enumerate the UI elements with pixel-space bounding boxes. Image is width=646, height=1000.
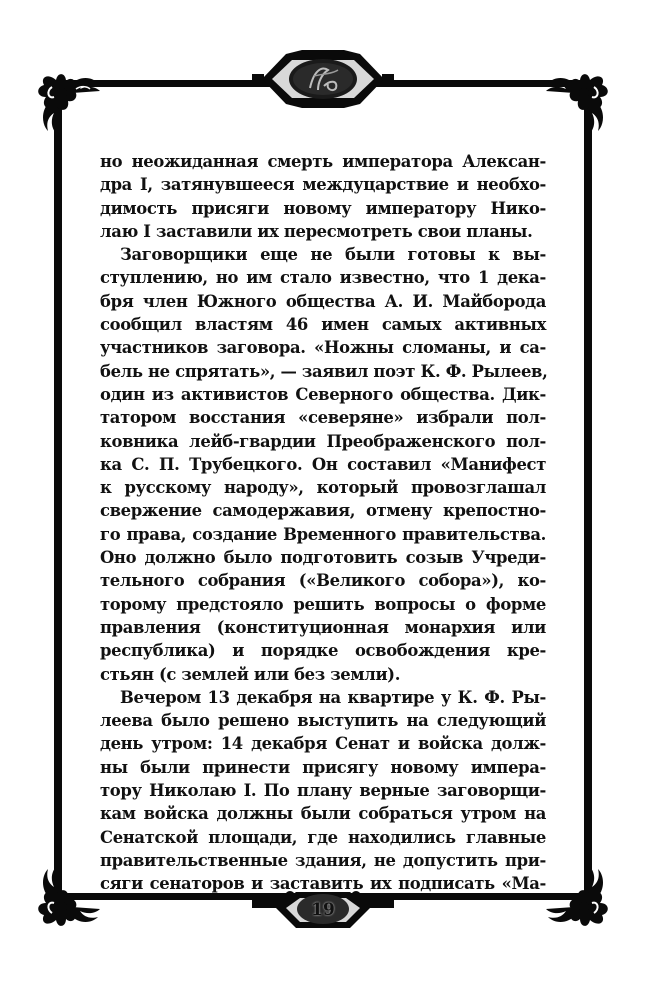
text-line: но неожиданная смерть императора Алексан- — [100, 152, 546, 171]
text-line: сообщил властям 46 имен самых активных — [100, 315, 546, 335]
text-line: Вечером 13 декабря на квартире у К. Ф. Ры- — [120, 687, 546, 707]
text-line: ны были принести присягу новому импера- — [100, 757, 546, 777]
text-line: лаю I заставили их пересмотреть свои планы. — [100, 221, 533, 241]
text-line: участников заговора. «Ножны сломаны, и са- — [100, 338, 546, 358]
ornament-corner-icon — [26, 55, 126, 155]
ornament-corner-icon — [520, 55, 620, 155]
text-line: один из активистов Северного общества. Дик- — [100, 384, 546, 404]
text-line: тельного собрания («Великого собора»), ко- — [100, 571, 546, 591]
text-line: правительственные здания, не допустить при- — [100, 850, 546, 870]
text-line: леева было решено выступить на следующий — [100, 711, 546, 731]
text-line: ковника лейб-гвардии Преображенского пол- — [100, 431, 546, 451]
frame-left-border — [54, 80, 62, 900]
text-line: сяги сенаторов и заставить их подписать «Ма- — [100, 874, 546, 894]
text-line: свержение самодержавия, отмену крепостно- — [100, 501, 546, 521]
text-line: бель не спрятать», — заявил поэт К. Ф. Рылеев, — [100, 361, 548, 381]
text-line: ка С. П. Трубецкого. Он составил «Манифест — [100, 454, 546, 474]
text-line: бря член Южного общества А. И. Майборода — [100, 291, 546, 311]
paragraph — [100, 150, 546, 243]
paragraph — [100, 243, 546, 686]
body-text — [100, 150, 546, 896]
text-line: правления (конституционная монархия или — [100, 617, 546, 637]
text-line: стьян (с землей или без земли). — [100, 664, 401, 684]
text-line: кам войска должны были собраться утром на — [100, 804, 546, 824]
text-line: дра I, затянувшееся междуцарствие и необхо- — [100, 175, 546, 195]
text-line: Сенатской площади, где находились главные — [100, 827, 546, 847]
paragraph-list — [100, 150, 546, 896]
monogram-medallion-icon — [252, 40, 394, 118]
paragraph — [100, 686, 546, 896]
page-number: 19 — [311, 900, 335, 920]
text-line: к русскому народу», который провозглашал — [100, 478, 546, 498]
text-line: день утром: 14 декабря Сенат и войска долж- — [100, 734, 546, 754]
text-line: республика) и порядке освобождения кре- — [100, 641, 546, 661]
frame-right-border — [584, 80, 592, 900]
text-line: ступлению, но им стало известно, что 1 дека- — [100, 268, 546, 288]
text-line: димость присяги новому императору Нико- — [100, 198, 546, 218]
text-line: го права, создание Временного правительства. — [100, 524, 546, 544]
text-line: Оно должно было подготовить созыв Учреди- — [100, 548, 546, 568]
text-line: татором восстания «северяне» избрали пол- — [100, 408, 546, 428]
text-line: Заговорщики еще не были готовы к вы- — [120, 245, 546, 265]
text-line: торому предстояло решить вопросы о форме — [100, 594, 546, 614]
text-line: тору Николаю I. По плану верные заговорщи- — [100, 781, 546, 801]
